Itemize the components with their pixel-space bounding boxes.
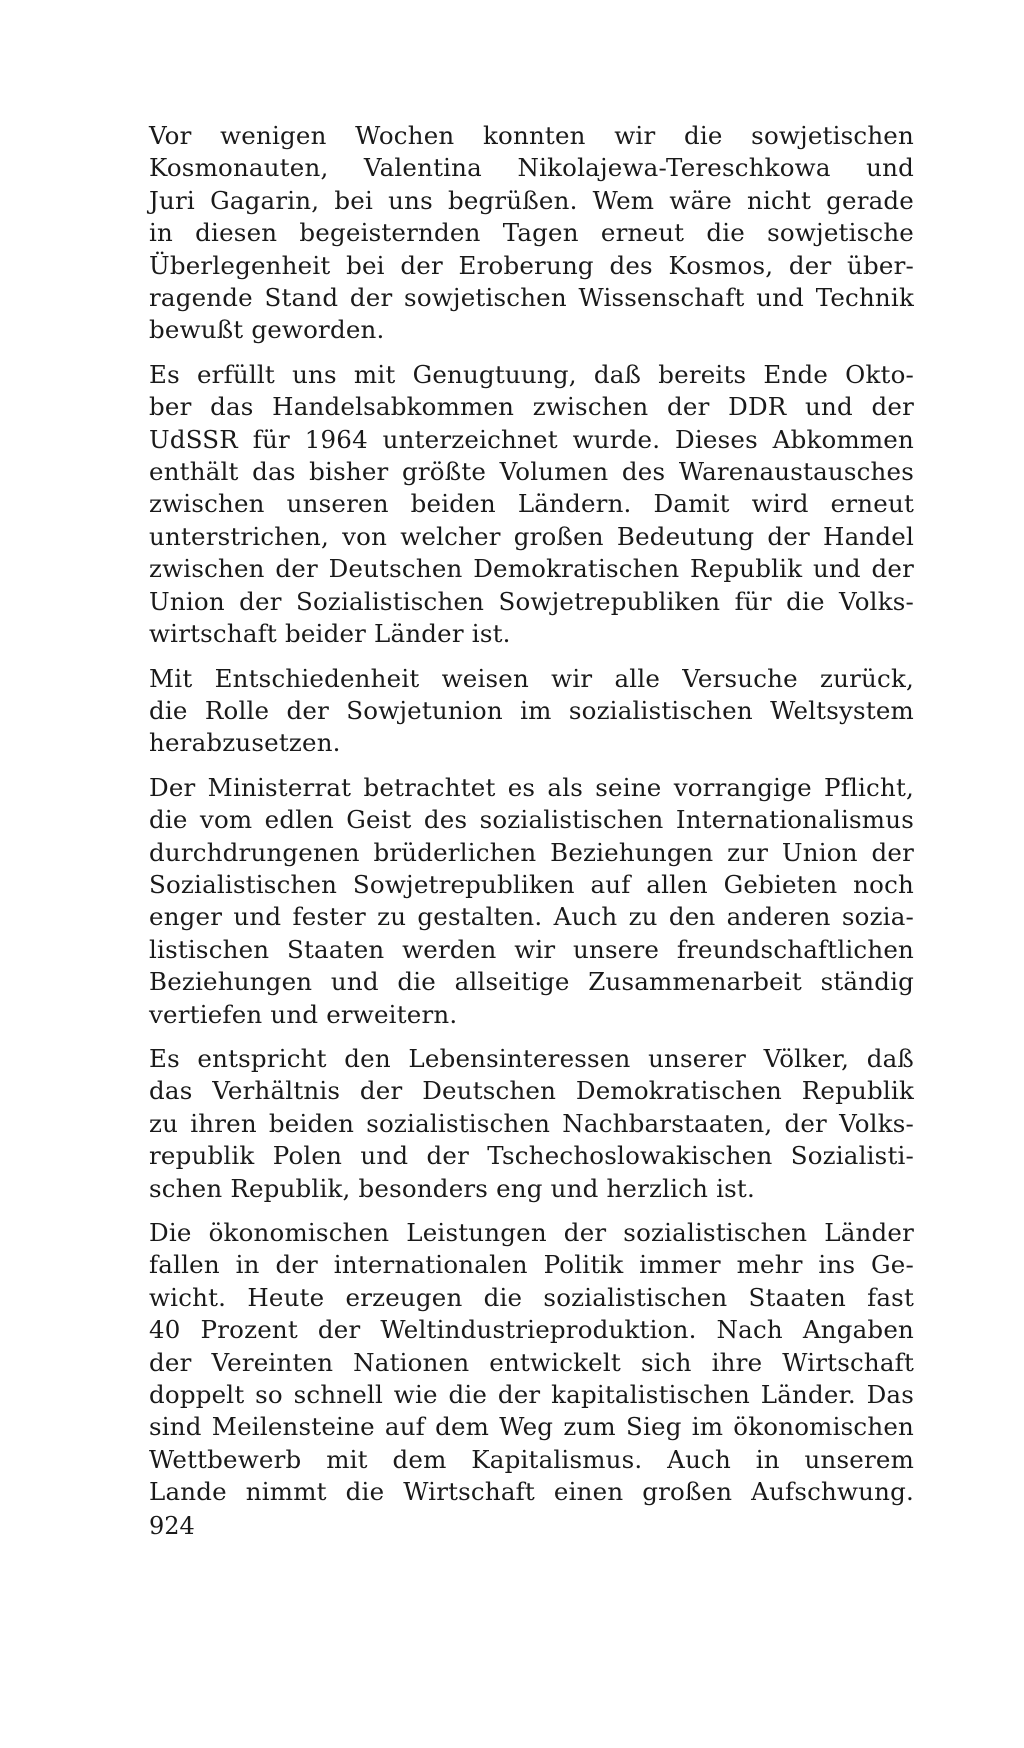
- text-line: Es erfüllt uns mit Genugtuung, daß bereits Ende Okto-: [149, 359, 914, 389]
- text-line: 40 Prozent der Weltindustrieproduktion. Nach Angaben: [149, 1315, 914, 1345]
- text-line: vertiefen und erweitern.: [149, 999, 458, 1029]
- text-line: Vor wenigen Wochen konnten wir die sowjetischen: [149, 121, 914, 150]
- text-line: Lande nimmt die Wirtschaft einen großen Aufschwung.: [149, 1477, 914, 1507]
- text-line: UdSSR für 1964 unterzeichnet wurde. Dieses Abkommen: [149, 424, 914, 454]
- text-line: republik Polen und der Tschechoslowakischen Sozialisti-: [149, 1141, 914, 1171]
- paragraph-4: [149, 772, 914, 1031]
- text-line: durchdrungenen brüderlichen Beziehungen zur Union der: [149, 837, 914, 867]
- paragraph-6: [149, 1217, 914, 1509]
- text-line: wirtschaft beider Länder ist.: [149, 619, 511, 649]
- text-line: Überlegenheit bei der Eroberung des Kosmos, der über-: [149, 250, 914, 280]
- paragraph-1: [149, 120, 914, 347]
- text-line: Die ökonomischen Leistungen der sozialistischen Länder: [149, 1218, 914, 1247]
- text-line: die vom edlen Geist des sozialistischen Internationalismus: [149, 805, 914, 835]
- text-line: enger und fester zu gestalten. Auch zu den anderen sozia-: [149, 902, 914, 932]
- text-line: in diesen begeisternden Tagen erneut die sowjetische: [149, 218, 914, 248]
- text-line: unterstrichen, von welcher großen Bedeutung der Handel: [149, 521, 914, 551]
- text-line: Es entspricht den Lebensinteressen unserer Völker, daß: [149, 1043, 914, 1073]
- text-line: schen Republik, besonders eng und herzlich ist.: [149, 1173, 755, 1203]
- text-line: zwischen unseren beiden Ländern. Damit wird erneut: [149, 489, 914, 519]
- text-line: Der Ministerrat betrachtet es als seine vorrangige Pflicht,: [149, 772, 914, 802]
- text-line: Sozialistischen Sowjetrepubliken auf allen Gebieten noch: [149, 869, 914, 899]
- text-line: zwischen der Deutschen Demokratischen Republik und der: [149, 554, 914, 584]
- paragraph-5: [149, 1043, 914, 1205]
- text-line: die Rolle der Sowjetunion im sozialistischen Weltsystem: [149, 695, 914, 725]
- text-line: das Verhältnis der Deutschen Demokratischen Republik: [149, 1076, 914, 1106]
- paragraph-2: [149, 359, 914, 651]
- paragraph-3: [149, 663, 914, 760]
- text-line: Beziehungen und die allseitige Zusammenarbeit ständig: [149, 967, 914, 997]
- text-line: fallen in der internationalen Politik immer mehr ins Ge-: [149, 1250, 914, 1280]
- text-line: sind Meilensteine auf dem Weg zum Sieg im ökonomischen: [149, 1412, 914, 1442]
- text-line: Mit Entschiedenheit weisen wir alle Versuche zurück,: [149, 663, 914, 693]
- text-line: ragende Stand der sowjetischen Wissenschaft und Technik: [149, 283, 914, 313]
- text-line: listischen Staaten werden wir unsere freundschaftlichen: [149, 934, 914, 964]
- text-line: Wettbewerb mit dem Kapitalismus. Auch in unserem: [149, 1444, 914, 1474]
- text-line: ber das Handelsabkommen zwischen der DDR und der: [149, 392, 914, 422]
- text-line: Kosmonauten, Valentina Nikolajewa-Tereschkowa und: [149, 153, 914, 183]
- text-line: Union der Sozialistischen Sowjetrepubliken für die Volks-: [149, 586, 914, 616]
- text-line: doppelt so schnell wie die der kapitalistischen Länder. Das: [149, 1380, 914, 1410]
- text-line: der Vereinten Nationen entwickelt sich ihre Wirtschaft: [149, 1347, 914, 1377]
- text-line: wicht. Heute erzeugen die sozialistischen Staaten fast: [149, 1282, 914, 1312]
- page-number: 924: [149, 1512, 195, 1540]
- text-line: herabzusetzen.: [149, 728, 341, 758]
- text-line: bewußt geworden.: [149, 315, 385, 345]
- text-line: zu ihren beiden sozialistischen Nachbarstaaten, der Volks-: [149, 1108, 914, 1138]
- text-line: Juri Gagarin, bei uns begrüßen. Wem wäre nicht gerade: [149, 185, 914, 215]
- text-line: enthält das bisher größte Volumen des Warenaustausches: [149, 457, 914, 487]
- page-body: [149, 120, 914, 1521]
